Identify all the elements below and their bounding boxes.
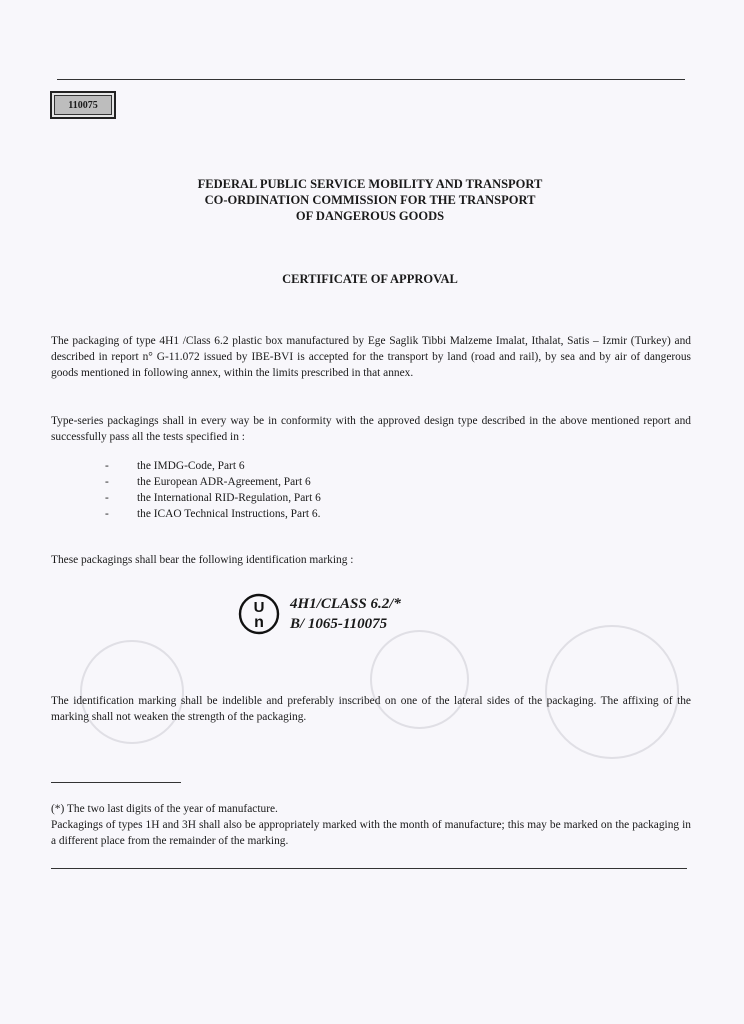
marking-intro: These packagings shall bear the following identification marking : [51, 554, 354, 566]
list-item: - the European ADR-Agreement, Part 6 [105, 476, 311, 488]
certificate-title: CERTIFICATE OF APPROVAL [282, 272, 458, 286]
footnote: (*) The two last digits of the year of manufacture. [51, 803, 278, 815]
list-dash: - [105, 508, 109, 520]
footnote-rule [51, 782, 181, 783]
svg-text:U: U [253, 599, 265, 616]
list-item: - the IMDG-Code, Part 6 [105, 460, 245, 472]
identification-marking [238, 593, 401, 635]
document-number-box: 110075 [50, 91, 116, 119]
bottom-rule [51, 868, 687, 869]
list-item: - the International RID-Regulation, Part 6 [105, 492, 321, 504]
marking-line-2: B/ 1065-110075 [290, 616, 388, 632]
marking-paragraph: The identification marking shall be indelible and preferably inscribed on one of the lateral sides of the packaging. The affixing of the marking shall not weaken the strength of the packaging. [51, 695, 691, 723]
faint-stamp [545, 625, 679, 759]
footnote-month: Packagings of types 1H and 3H shall also be appropriately marked with the month of manufacture; this may be marked on the packaging in a different place from the remainder of the marking. [51, 819, 691, 847]
conformity-paragraph: Type-series packagings shall in every way be in conformity with the approved design type described in the above mentioned report and successfully pass all the tests specified in : [51, 415, 691, 443]
faint-stamp [80, 640, 184, 744]
un-packaging-symbol-icon [238, 593, 280, 635]
header-line-3: OF DANGEROUS GOODS [295, 209, 445, 223]
list-dash: - [105, 492, 109, 504]
list-dash: - [105, 460, 109, 472]
header-line-2: CO-ORDINATION COMMISSION FOR THE TRANSPORT [204, 193, 536, 207]
header-line-1: FEDERAL PUBLIC SERVICE MOBILITY AND TRANSPORT [197, 177, 543, 191]
list-item: - the ICAO Technical Instructions, Part 6. [105, 508, 321, 520]
svg-text:n: n [254, 614, 264, 631]
approval-paragraph: The packaging of type 4H1 /Class 6.2 plastic box manufactured by Ege Saglik Tibbi Malzeme Imalat, Ithalat, Satis – Izmir (Turkey) and described in report n° G-11.072 issued by IBE-BVI is accepted for the transport by land (road and rail), by sea and by air of dangerous goods mentioned in following annex, within the limits prescribed in that annex. [51, 335, 691, 379]
authority-header [100, 176, 640, 224]
list-dash: - [105, 476, 109, 488]
top-rule [57, 79, 685, 80]
marking-line-1: 4H1/CLASS 6.2/* [290, 596, 401, 612]
tests-list [105, 458, 321, 522]
